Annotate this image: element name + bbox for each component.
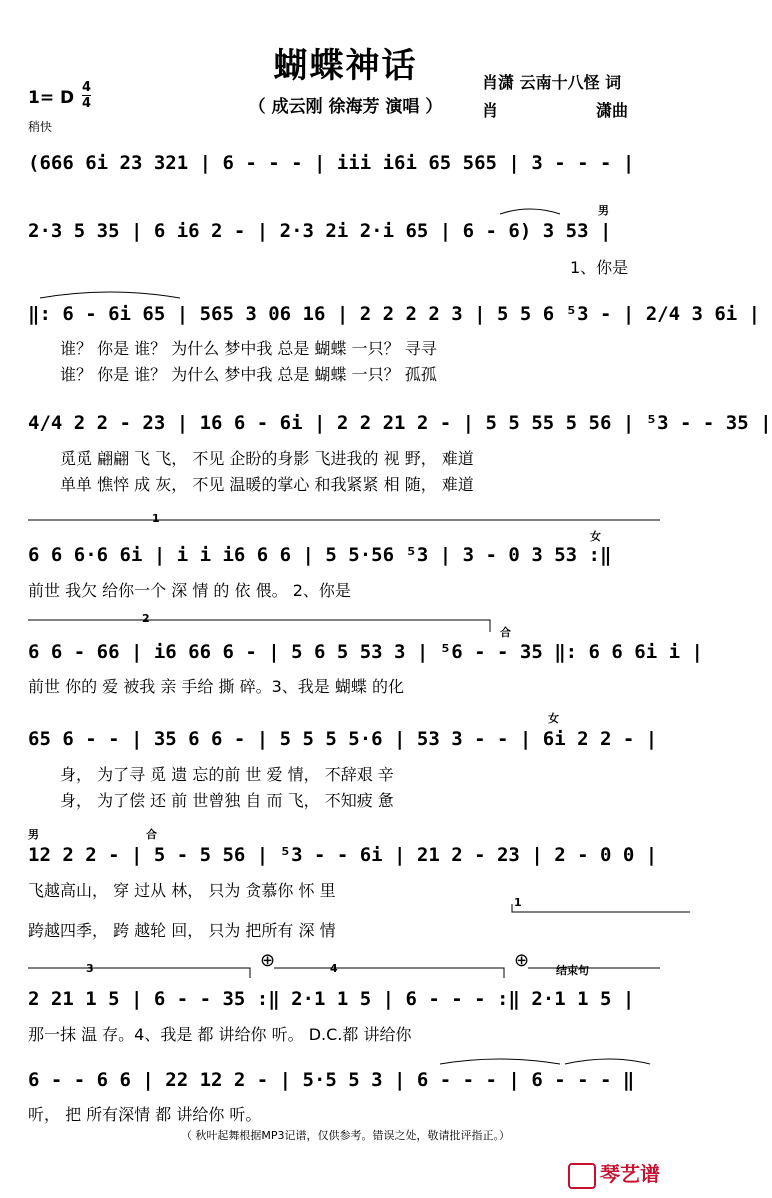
volta-1-number: 1 [514, 896, 522, 909]
lyric-row-7b: 身， 为了偿 还 前 世曾独 自 而 飞， 不知疲 惫 [60, 791, 394, 810]
lyric-row-7a: 身， 为了寻 觅 遗 忘的前 世 爱 情， 不辞艰 辛 [60, 765, 394, 784]
notation-row-6: 6 6 - 66 | i6 66 6 - | 5 6 5 53 3 | ⁵6 - - 35 ‖: 6 6 6i i | [28, 641, 703, 663]
slur [500, 209, 560, 214]
lyric-row-3b: 谁？ 你是 谁？ 为什么 梦中我 总是 蝴蝶 一只？ 孤孤 [60, 365, 437, 384]
lyric-row-5: 前世 我欠 给你一个 深 情 的 依 偎。 2、你是 [28, 581, 351, 600]
notation-row-4: 4/4 2 2 - 23 | 16 6 - 6i | 2 2 21 2 - | 5 5 55 5 56 | ⁵3 - - 35 | [28, 412, 772, 434]
footer-note: （ 秋叶起舞根据MP3记谱，仅供参考。错误之处，敬请批评指正。） [180, 1129, 511, 1142]
notation-row-9: 2 21 1 5 | 6 - - 35 :‖ 2·1 1 5 | 6 - - - :‖ 2·1 1 5 | [28, 988, 635, 1010]
notation-row-10: 6 - - 6 6 | 22 12 2 - | 5·5 5 3 | 6 - - - | 6 - - - ‖ [28, 1069, 635, 1091]
logo-text: 琴艺谱 [600, 1162, 660, 1186]
voice-mark: 男 [28, 828, 39, 841]
volta-line [28, 968, 250, 978]
voice-mark: 男 [598, 204, 609, 217]
lyric-row-8a: 飞越高山， 穿 过从 林， 只为 贪慕你 怀 里 [28, 881, 336, 900]
tempo-marking: 稍快 [28, 120, 53, 134]
volta-line [28, 620, 490, 632]
song-title: 蝴蝶神话 [273, 46, 418, 86]
lyric-row-2: 1、你是 [570, 258, 629, 277]
lyric-row-8b: 跨越四季， 跨 越轮 回， 只为 把所有 深 情 [28, 921, 336, 940]
slur [565, 1059, 650, 1064]
volta-1-number: 1 [152, 512, 160, 525]
composer-credit-left: 肖 [482, 101, 499, 120]
voice-mark: 合 [146, 828, 157, 841]
volta-4-number: 4 [330, 962, 338, 975]
volta-line [512, 904, 690, 912]
slur [40, 292, 180, 298]
coda-icon: ⊕ [260, 950, 276, 971]
notation-row-8: 12 2 2 - | 5 - 5 56 | ⁵3 - - 6i | 21 2 - 23 | 2 - 0 0 | [28, 844, 658, 866]
lyric-row-4a: 觅觅 翩翩 飞 飞， 不见 企盼的身影 飞进我的 视 野， 难道 [60, 449, 474, 468]
slur [440, 1059, 560, 1064]
notation-row-1: (666 6i 23 321 | 6 - - - | iii i6i 65 565 | 3 - - - | [28, 152, 635, 174]
ending-label: 结束句 [556, 964, 589, 977]
lyric-row-9: 那一抹 温 存。4、我是 都 讲给你 听。 D.C.都 讲给你 [28, 1025, 412, 1044]
voice-mark: 女 [590, 530, 601, 543]
notation-row-7: 65 6 - - | 35 6 6 - | 5 5 5 5·6 | 53 3 - - | 6i 2 2 - | [28, 728, 658, 750]
lyric-row-6: 前世 你的 爱 被我 亲 手给 撕 碎。3、我是 蝴蝶 的化 [28, 677, 404, 696]
voice-mark: 女 [548, 712, 559, 725]
lyric-row-4b: 单单 憔悴 成 灰， 不见 温暖的掌心 和我紧紧 相 随， 难道 [60, 475, 474, 494]
volta-3-number: 3 [86, 962, 94, 975]
coda-icon: ⊕ [514, 950, 530, 971]
volta-2-number: 2 [142, 612, 150, 625]
lyric-row-10: 听， 把 所有深情 都 讲给你 听。 [28, 1105, 262, 1124]
lyricist-credit: 肖潇 云南十八怪 词 [482, 73, 622, 92]
singers-line: （ 成云刚 徐海芳 演唱 ） [248, 97, 443, 117]
key-signature: 1= D [28, 88, 75, 108]
notation-row-5: 6 6 6·6 6i | i i i6 6 6 | 5 5·56 ⁵3 | 3 - 0 3 53 :‖ [28, 544, 612, 566]
notation-row-3: ‖: 6 - 6i 65 | 565 3 06 16 | 2 2 2 2 3 | 5 5 6 ⁵3 - | 2/4 3 6i | [28, 303, 761, 325]
voice-mark: 合 [500, 626, 511, 639]
composer-credit-right: 潇曲 [596, 101, 629, 120]
volta-line [274, 968, 504, 978]
lyric-row-3a: 谁？ 你是 谁？ 为什么 梦中我 总是 蝴蝶 一只？ 寻寻 [60, 339, 437, 358]
notation-row-2: 2·3 5 35 | 6 i6 2 - | 2·3 2i 2·i 65 | 6 - 6) 3 53 | [28, 220, 612, 242]
time-top: 4 [82, 80, 92, 95]
time-bottom: 4 [82, 96, 92, 111]
